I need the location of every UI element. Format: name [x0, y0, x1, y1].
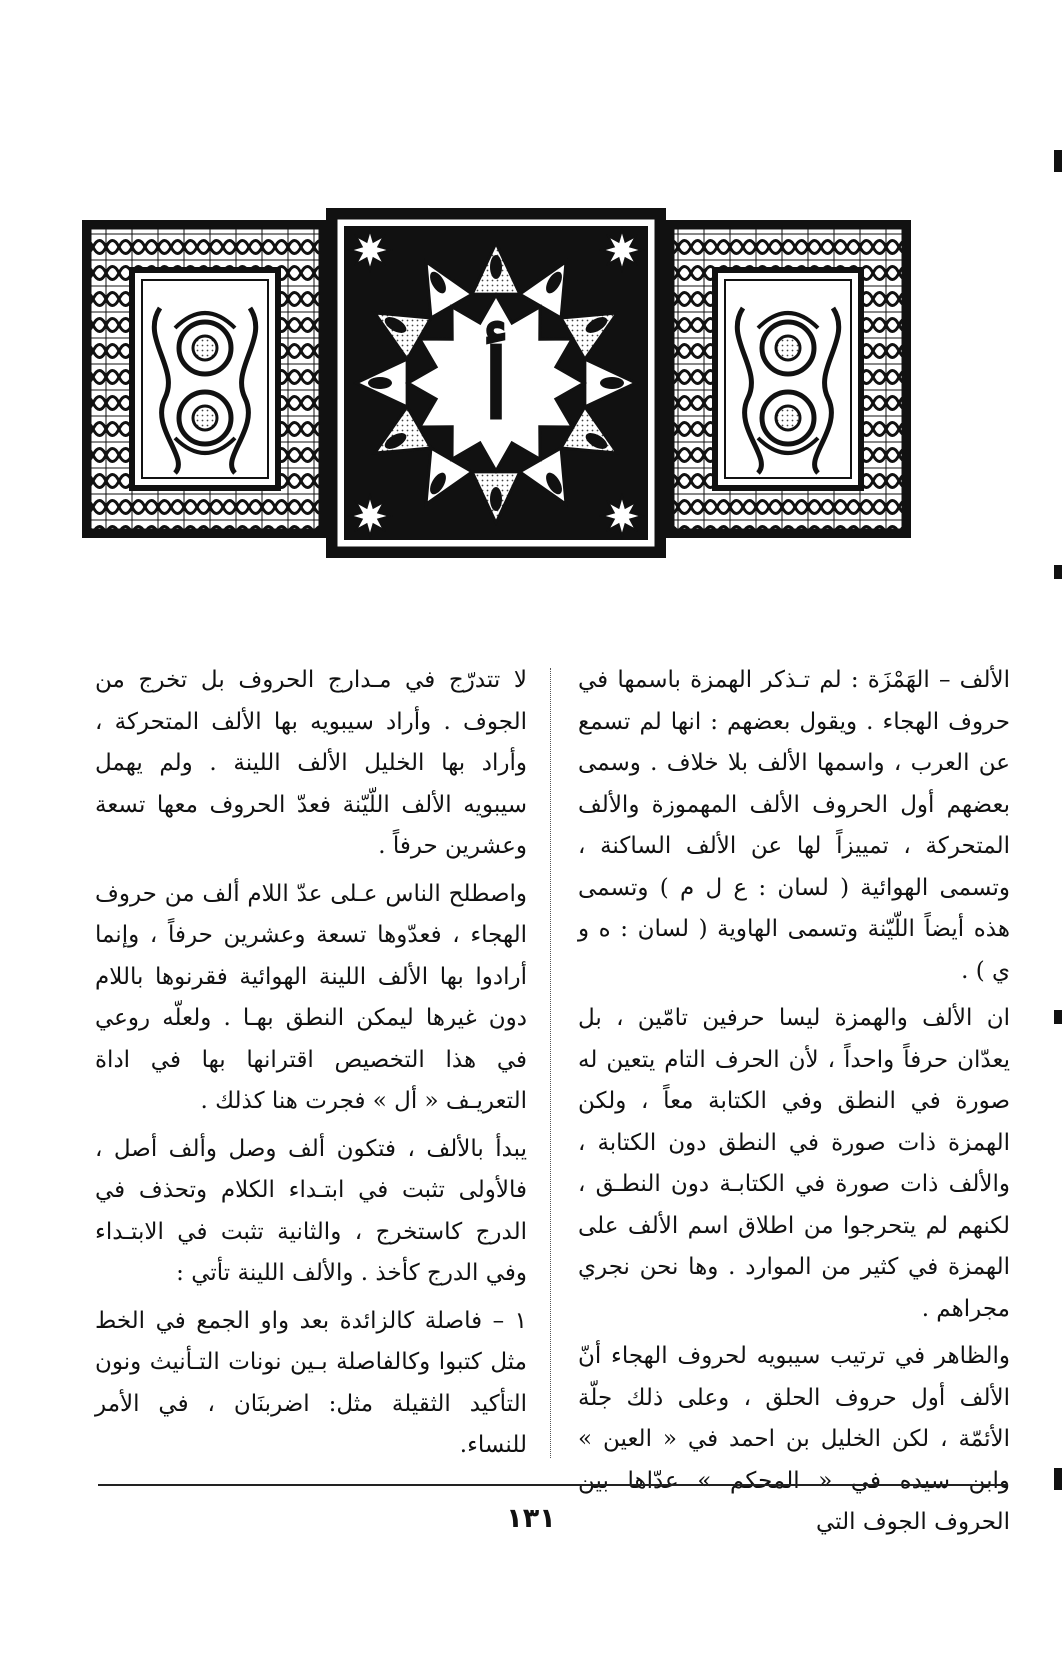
- column-divider: [550, 668, 551, 1458]
- paragraph: واصطلح الناس عـلى عدّ اللام ألف من حروف الهجاء ، فعدّوها تسعة وعشرين حرفاً ، وإنما أرادوا بها الألف اللينة الهوائية فقرنوها باللام دون غيرها ليمكن النطق بهـا . ولعلّه روعي في هذا التخصيص اقترانها بها في اداة التعريـف « أل » فجرت هنا كذلك .: [95, 880, 527, 1114]
- corner-star: [602, 230, 642, 270]
- corner-star: [350, 230, 390, 270]
- scan-edge-mark: [1054, 1468, 1062, 1490]
- ornamental-banner: [80, 208, 980, 588]
- corner-star: [350, 496, 390, 536]
- paragraph: ان الألف والهمزة ليسا حرفين تامّين ، بل يعدّان حرفاً واحداً ، لأن الحرف التام يتعين له صورة في النطق وفي الكتابة معاً ، ولكن الهمزة ذات صورة في النطق دون الكتابة ، والألف ذات صورة في الكتابـة دون النطـق ، لكنهم لم يتحرجوا من اطلاق اسم الألف على الهمزة في كثير من الموارد . وها نحن نجري مجراهم .: [578, 1005, 1010, 1322]
- paragraph: لا تتدرّج في مـدارج الحروف بل تخرج من الجوف . وأراد سيبويه بها الألف المتحركة ، وأراد بها الخليل الألف اللينة . ولم يهمل سيبويه الألف اللّيّنة فعدّ الحروف معها تسعة وعشرين حرفاً .: [95, 667, 527, 859]
- petal-leaf: [490, 255, 502, 279]
- footer-rule: [98, 1484, 1008, 1486]
- paragraph: الألف – الهَمْزَة : لم تـذكر الهمزة باسمها في حروف الهجاء . ويقول بعضهم : انها لم تسمع عن العرب ، واسمها الألف بلا خلاف . وسمى بعضهم أول الحروف الألف المهموزة والألف المتحركة ، تمييزاً لها عن الألف الساكنة ، وتسمى الهوائية ( لسان : ع ل م ) وتسمى هذه أيضاً اللّيّنة وتسمى الهاوية ( لسان : ه و ي ) .: [578, 667, 1010, 984]
- scan-edge-mark: [1054, 1010, 1062, 1024]
- scan-edge-mark: [1054, 150, 1062, 172]
- right-column: [578, 660, 1010, 1550]
- paragraph: ١ – فاصلة كالزائدة بعد واو الجمع في الخط مثل كتبوا وكالفاصلة بـين نونات التـأنيث ونون التأكيد الثقيلة مثل: اضربنَان ، في الأمر للنساء.: [95, 1307, 527, 1458]
- central-star-panel: [326, 208, 666, 558]
- banner-letter: أ: [482, 328, 510, 441]
- petal-leaf: [600, 377, 624, 389]
- paragraph: والظاهر في ترتيب سيبويه لحروف الهجاء أنّ الألف أول حروف الحلق ، وعلى ذلك جلّة الأئمّة ، لكن الخليل بن احمد في « العين » وابن سيده في « المحكم » عدّاها بين الحروف الجوف التي: [578, 1343, 1010, 1535]
- petal-leaf: [490, 487, 502, 511]
- scan-edge-mark: [1054, 565, 1062, 579]
- page-number: ١٣١: [506, 1503, 556, 1534]
- left-column: [95, 660, 527, 1473]
- right-ornament-panel: [665, 220, 911, 538]
- paragraph: يبدأ بالألف ، فتكون ألف وصل وألف أصل ، فالأولى تثبت في ابتـداء الكلام وتحذف في الدرج كاستخرج ، والثانية تثبت في الابتـداء وفي الدرج كأخذ . والألف اللينة تأتي :: [95, 1135, 527, 1286]
- left-ornament-panel: [82, 220, 328, 538]
- corner-star: [602, 496, 642, 536]
- petal-leaf: [368, 377, 392, 389]
